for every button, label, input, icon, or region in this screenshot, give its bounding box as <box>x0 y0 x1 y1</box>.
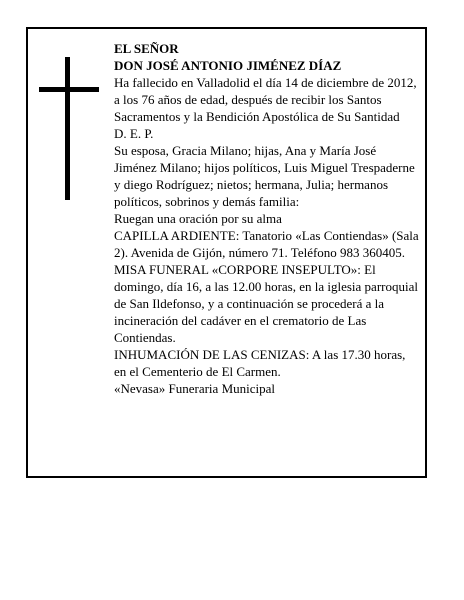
funeral-mass-info: MISA FUNERAL «CORPORE INSEPULTO»: El domingo, día 16, a las 12.00 horas, en la iglesia parroquial de San Ildefonso, y a continuación se procederá a la incineración del cadáver en el crematorio de Las Contiendas. <box>114 262 418 345</box>
cross-horizontal-bar <box>39 87 99 92</box>
funeral-home: «Nevasa» Funeraria Municipal <box>114 381 276 396</box>
prayer-request: Ruegan una oración por su alma <box>114 211 282 226</box>
notice-body <box>114 40 420 397</box>
deceased-name: DON JOSÉ ANTONIO JIMÉNEZ DÍAZ <box>114 58 342 73</box>
burial-info: INHUMACIÓN DE LAS CENIZAS: A las 17.30 horas, en el Cementerio de El Carmen. <box>114 347 406 379</box>
chapel-info: CAPILLA ARDIENTE: Tanatorio «Las Contiendas» (Sala 2). Avenida de Gijón, número 71. Teléfono 983 360405. <box>114 228 419 260</box>
rest-in-peace: D. E. P. <box>114 126 154 141</box>
cross-icon <box>39 57 99 200</box>
family-list: Su esposa, Gracia Milano; hijas, Ana y María José Jiménez Milano; hijos políticos, Luis Miguel Trespaderne y diego Rodríguez; nietos; hermana, Julia; hermanos políticos, sobrinos y demás familia: <box>114 143 415 209</box>
obituary-notice <box>26 27 427 478</box>
death-statement: Ha fallecido en Valladolid el día 14 de diciembre de 2012, a los 76 años de edad, después de recibir los Santos Sacramentos y la Bendición Apostólica de Su Santidad <box>114 75 417 124</box>
notice-title-line-1: EL SEÑOR <box>114 41 179 56</box>
cross-vertical-bar <box>65 57 70 200</box>
